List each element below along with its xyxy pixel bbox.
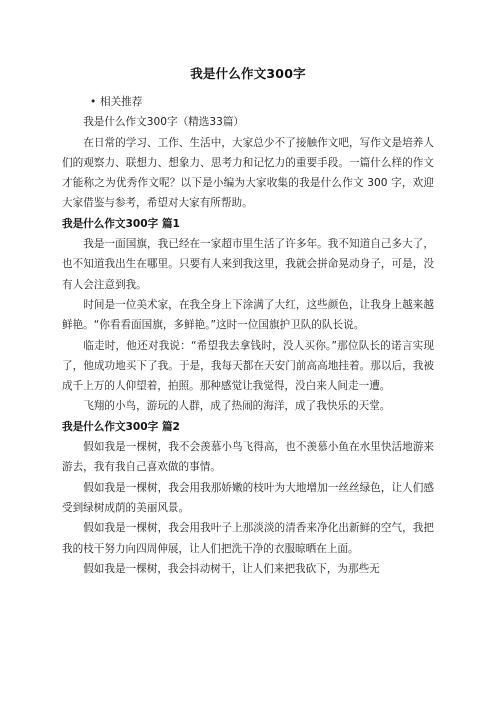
paragraph: 假如我是一棵树，我不会羡慕小鸟飞得高，也不羡慕小鱼在水里快活地游来游去，我有我自己喜欢做的事情。 — [62, 441, 434, 474]
document-body — [62, 92, 434, 579]
section-heading-1: 我是什么作文300字 篇1 — [62, 217, 180, 230]
subtitle: 我是什么作文300字（精选33篇） — [83, 116, 245, 129]
paragraph: 假如我是一棵树，我会抖动树干，让人们来把我砍下，为那些无 — [83, 562, 380, 575]
section-heading-2: 我是什么作文300字 篇2 — [62, 420, 180, 433]
paragraph: 临走时，他还对我说：“希望我去拿钱时，没人买你。”那位队长的诺言实现了，他成功地买下了我。于是，我每天都在天安门前高高地挂着。那以后，我被成千上万的人仰望着，拍照。那种感觉让我觉得，没白来人间走一遭。 — [62, 339, 434, 393]
paragraph: 假如我是一棵树，我会用我叶子上那淡淡的清香来净化出新鲜的空气，我把我的枝干努力向四周伸展，让人们把洗干净的衣服晾晒在上面。 — [62, 522, 434, 555]
bullet-icon: • — [90, 96, 97, 108]
document-title: 我是什么作文300字 — [190, 66, 306, 81]
related-label[interactable]: 相关推荐 — [100, 96, 143, 108]
paragraph: 我是一面国旗，我已经在一家超市里生活了许多年。我不知道自己多大了，也不知道我出生在哪里。只要有人来到我这里，我就会拼命晃动身子，可是，没有人会注意到我。 — [62, 238, 434, 291]
intro-paragraph: 在日常的学习、工作、生活中，大家总少不了接触作文吧，写作文是培养人们的观察力、联想力、想象力、思考力和记忆力的重要手段。一篇什么样的作文才能称之为优秀作文呢？以下是小编为大家收集的我是什么作文 300 字，欢迎大家借鉴与参考，希望对大家有所帮助。 — [62, 136, 434, 210]
paragraph: 飞翔的小鸟，游玩的人群，成了热闹的海洋，成了我快乐的天堂。 — [83, 400, 391, 413]
paragraph: 时间是一位美术家，在我全身上下涂满了大红，这些颜色，让我身上越来越鲜艳。“你看看面国旗，多鲜艳。”这时一位国旗护卫队的队长说。 — [62, 298, 434, 332]
paragraph: 假如我是一棵树，我会用我那娇嫩的枝叶为大地增加一丝丝绿色，让人们感受到绿树成荫的美丽风景。 — [62, 481, 434, 514]
related-link[interactable] — [62, 92, 434, 112]
